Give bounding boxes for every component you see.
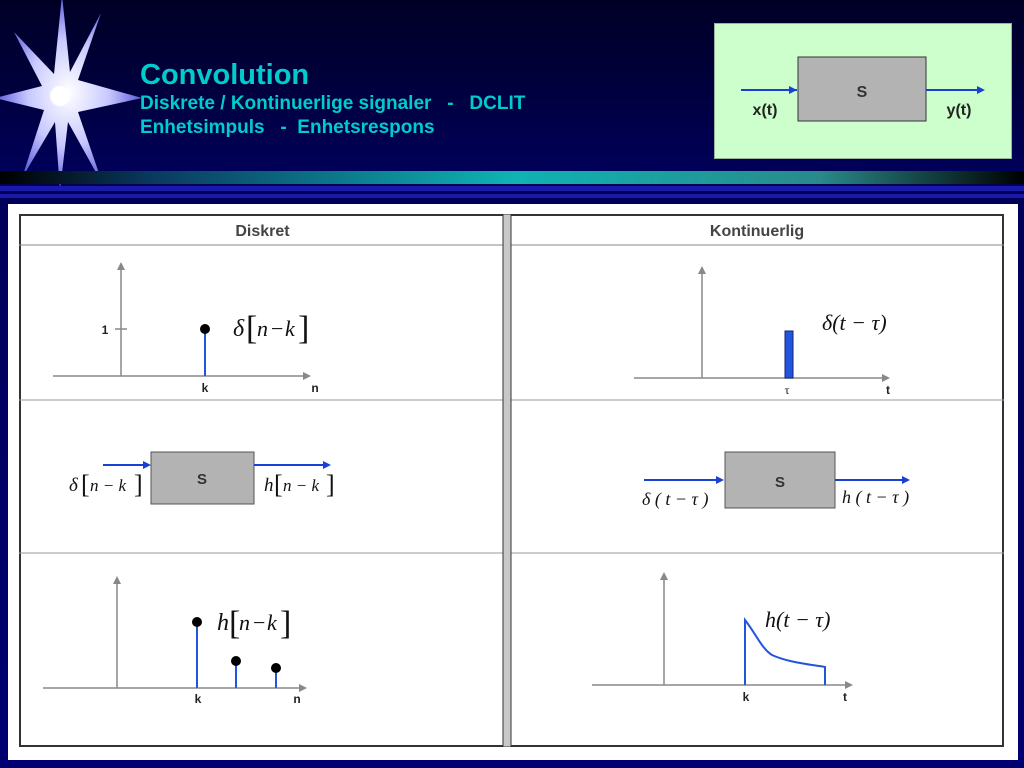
output-h-label <box>264 470 335 499</box>
slide-title: Convolution <box>140 59 310 91</box>
svg-text:δ: δ <box>69 475 78 496</box>
continuous-system-diagram <box>512 401 1002 553</box>
svg-text:h: h <box>264 475 274 496</box>
divider-band-thin-2 <box>0 194 1024 198</box>
continuous-impulse-plot <box>512 248 1002 400</box>
x-axis-t: t <box>843 690 847 704</box>
x-tick-k: k <box>742 690 750 704</box>
continuous-response-plot <box>512 554 1002 744</box>
discrete-system-diagram <box>21 401 504 553</box>
svg-text:]: ] <box>326 470 335 499</box>
svg-text:k: k <box>285 316 295 341</box>
discrete-response-plot <box>21 554 504 744</box>
svg-text:k: k <box>267 610 277 635</box>
system-label: S <box>856 84 868 101</box>
svg-text:n: n <box>239 610 250 635</box>
response-dot-2 <box>231 656 241 666</box>
response-dot-3 <box>271 663 281 673</box>
svg-text:[: [ <box>246 310 258 347</box>
svg-text:]: ] <box>280 605 292 642</box>
impulse-pulse <box>785 331 793 378</box>
input-delta-label: δ ( t − τ ) <box>642 489 709 509</box>
input-delta-label <box>69 470 143 499</box>
svg-text:−: − <box>271 316 284 341</box>
svg-text:[: [ <box>229 605 241 642</box>
svg-text:n: n <box>257 316 268 341</box>
svg-text:[: [ <box>274 470 283 499</box>
y-tick-1: 1 <box>101 323 109 337</box>
divider-band-thin <box>0 186 1024 191</box>
svg-text:δ: δ <box>233 316 245 342</box>
slide-subtitle-2: Enhetsimpuls - Enhetsrespons <box>140 117 435 138</box>
x-axis-n: n <box>311 381 319 395</box>
system-output-label: y(t) <box>946 102 972 119</box>
x-tick-k: k <box>201 381 209 395</box>
impulse-dot <box>200 324 210 334</box>
star-burst-icon <box>0 0 150 190</box>
x-axis-t: t <box>886 383 890 397</box>
slide-subtitle-1: Diskrete / Kontinuerlige signaler - DCLIT <box>140 93 526 114</box>
svg-text:n − k: n − k <box>283 476 320 495</box>
svg-text:h: h <box>217 610 229 636</box>
slide-title-block <box>140 58 525 140</box>
system-input-label: x(t) <box>752 102 778 119</box>
header-discrete: Diskret <box>235 223 290 240</box>
system-diagram-box <box>714 23 1012 159</box>
h-n-k-formula <box>217 605 291 642</box>
system-label: S <box>774 474 786 491</box>
h-t-tau-formula: h(t − τ) <box>765 607 831 632</box>
header-continuous: Kontinuerlig <box>709 223 805 240</box>
svg-text:[: [ <box>81 470 90 499</box>
x-tick-k: k <box>194 692 202 706</box>
column-divider <box>503 214 511 747</box>
svg-text:n − k: n − k <box>90 476 127 495</box>
discrete-impulse-plot <box>21 248 504 400</box>
divider-band <box>0 171 1024 184</box>
x-axis-n: n <box>293 692 301 706</box>
delta-t-tau-formula: δ(t − τ) <box>822 310 887 335</box>
svg-text:−: − <box>253 610 266 635</box>
output-h-label: h ( t − τ ) <box>842 487 910 507</box>
x-tick-tau: τ <box>784 383 790 397</box>
response-dot-1 <box>192 617 202 627</box>
system-label: S <box>196 471 208 488</box>
svg-text:]: ] <box>134 470 143 499</box>
delta-n-k-formula <box>233 310 309 347</box>
svg-text:]: ] <box>298 310 310 347</box>
